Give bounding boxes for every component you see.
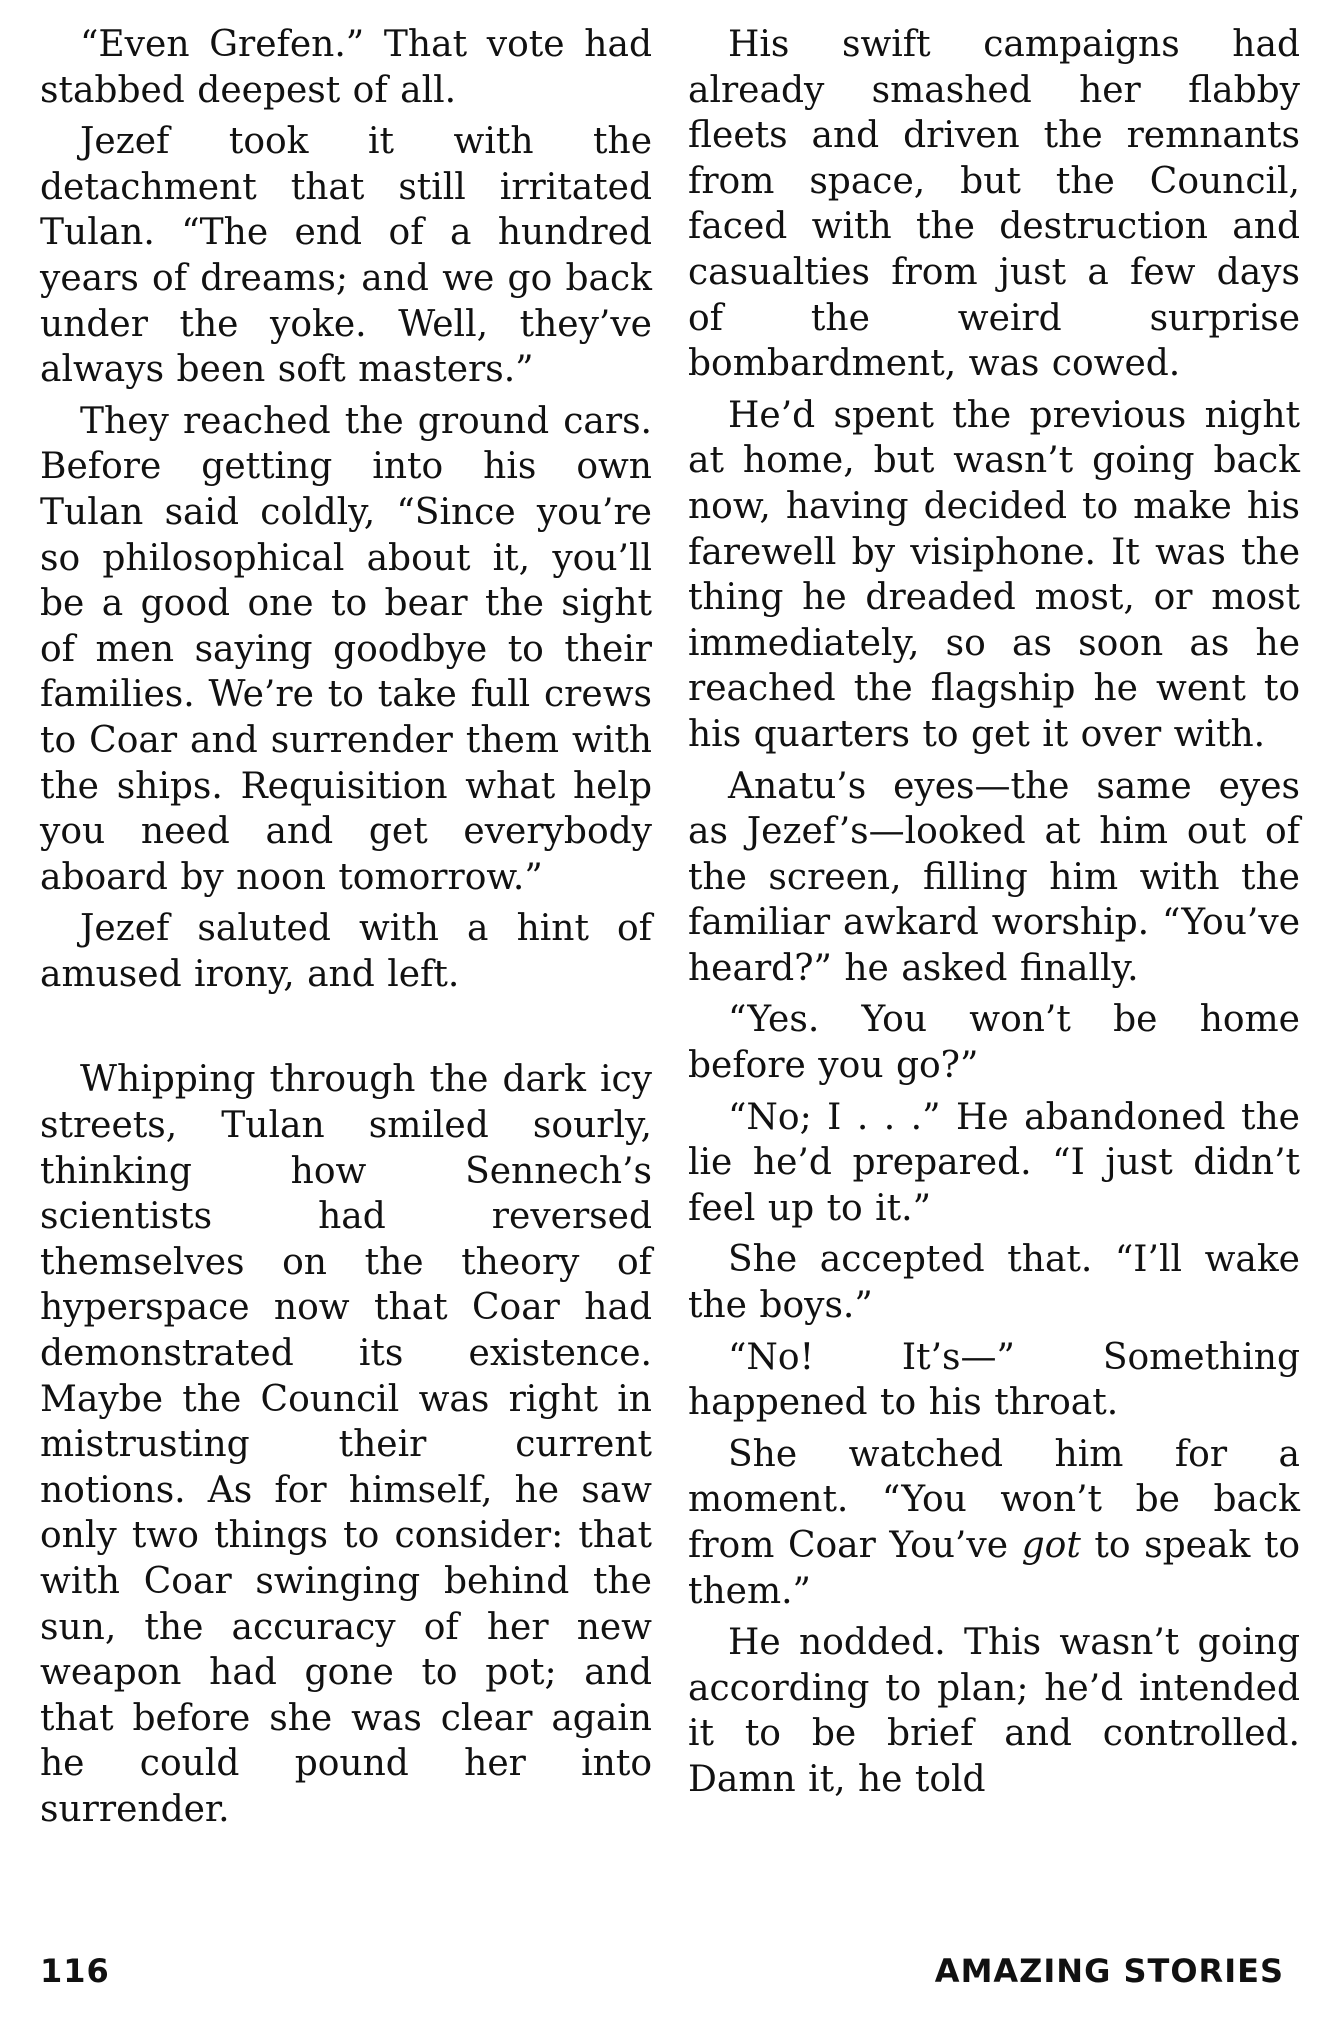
- paragraph: She accepted that. “I’ll wake the boys.”: [688, 1239, 1300, 1327]
- paragraph-with-emphasis: [688, 1432, 1300, 1614]
- paragraph: Jezef took it with the detachment that still irritated Tulan. “The end of a hundred years of dreams; and we go back under the yoke. Well, they’ve always been soft masters.”: [40, 121, 652, 391]
- magazine-title: AMAZING STORIES: [934, 1952, 1284, 1990]
- page-number: 116: [40, 1952, 110, 1990]
- right-column: [688, 22, 1300, 1809]
- paragraph: He nodded. This wasn’t going according to plan; he’d intended it to be brief and controlled. Damn it, he told: [688, 1622, 1300, 1800]
- left-column: [40, 22, 652, 1839]
- paragraph: Whipping through the dark icy streets, Tulan smiled sourly, thinking how Sennech’s scientists had reversed themselves on the theory of hyperspace now that Coar had demonstrated its existence. Maybe the Council was right in mistrusting their current notions. As for himself, he saw only two things to consider: that with Coar swinging behind the sun, the accuracy of her new weapon had gone to pot; and that before she was clear again he could pound her into surrender.: [40, 1059, 652, 1830]
- paragraph: Anatu’s eyes—the same eyes as Jezef’s—looked at him out of the screen, filling him with the familiar awkard worship. “You’ve heard?” he asked finally.: [688, 765, 1300, 989]
- emphasized-word: got: [1021, 1525, 1081, 1566]
- paragraph: “No! It’s—” Something happened to his throat.: [688, 1336, 1300, 1424]
- paragraph: They reached the ground cars. Before getting into his own Tulan said coldly, “Since you’re so philosophical about it, you’ll be a good one to bear the sight of men saying goodbye to their families. We’re to take full crews to Coar and surrender them with the ships. Requisition what help you need and get everybody aboard by noon tomorrow.”: [40, 400, 652, 898]
- paragraph: He’d spent the previous night at home, but wasn’t going back now, having decided to make his farewell by visiphone. It was the thing he dreaded most, or most immediately, so as soon as he reached the flagship he went to his quarters to get it over with.: [688, 394, 1300, 755]
- text-run: to speak to them.”: [688, 1525, 1300, 1612]
- section-break: [40, 1003, 652, 1057]
- paragraph: “Yes. You won’t be home before you go?”: [688, 999, 1300, 1087]
- paragraph: “Even Grefen.” That vote had stabbed deepest of all.: [40, 24, 652, 111]
- paragraph: Jezef saluted with a hint of amused irony, and left.: [40, 908, 652, 995]
- paragraph: His swift campaigns had already smashed her flabby fleets and driven the remnants from space, but the Council, faced with the destruction and casualties from just a few days of the weird surprise bombardment, was cowed.: [688, 24, 1300, 385]
- paragraph: “No; I . . .” He abandoned the lie he’d prepared. “I just didn’t feel up to it.”: [688, 1096, 1300, 1229]
- text-run: She watched him for a moment. “You won’t be back from Coar You’ve: [688, 1433, 1300, 1566]
